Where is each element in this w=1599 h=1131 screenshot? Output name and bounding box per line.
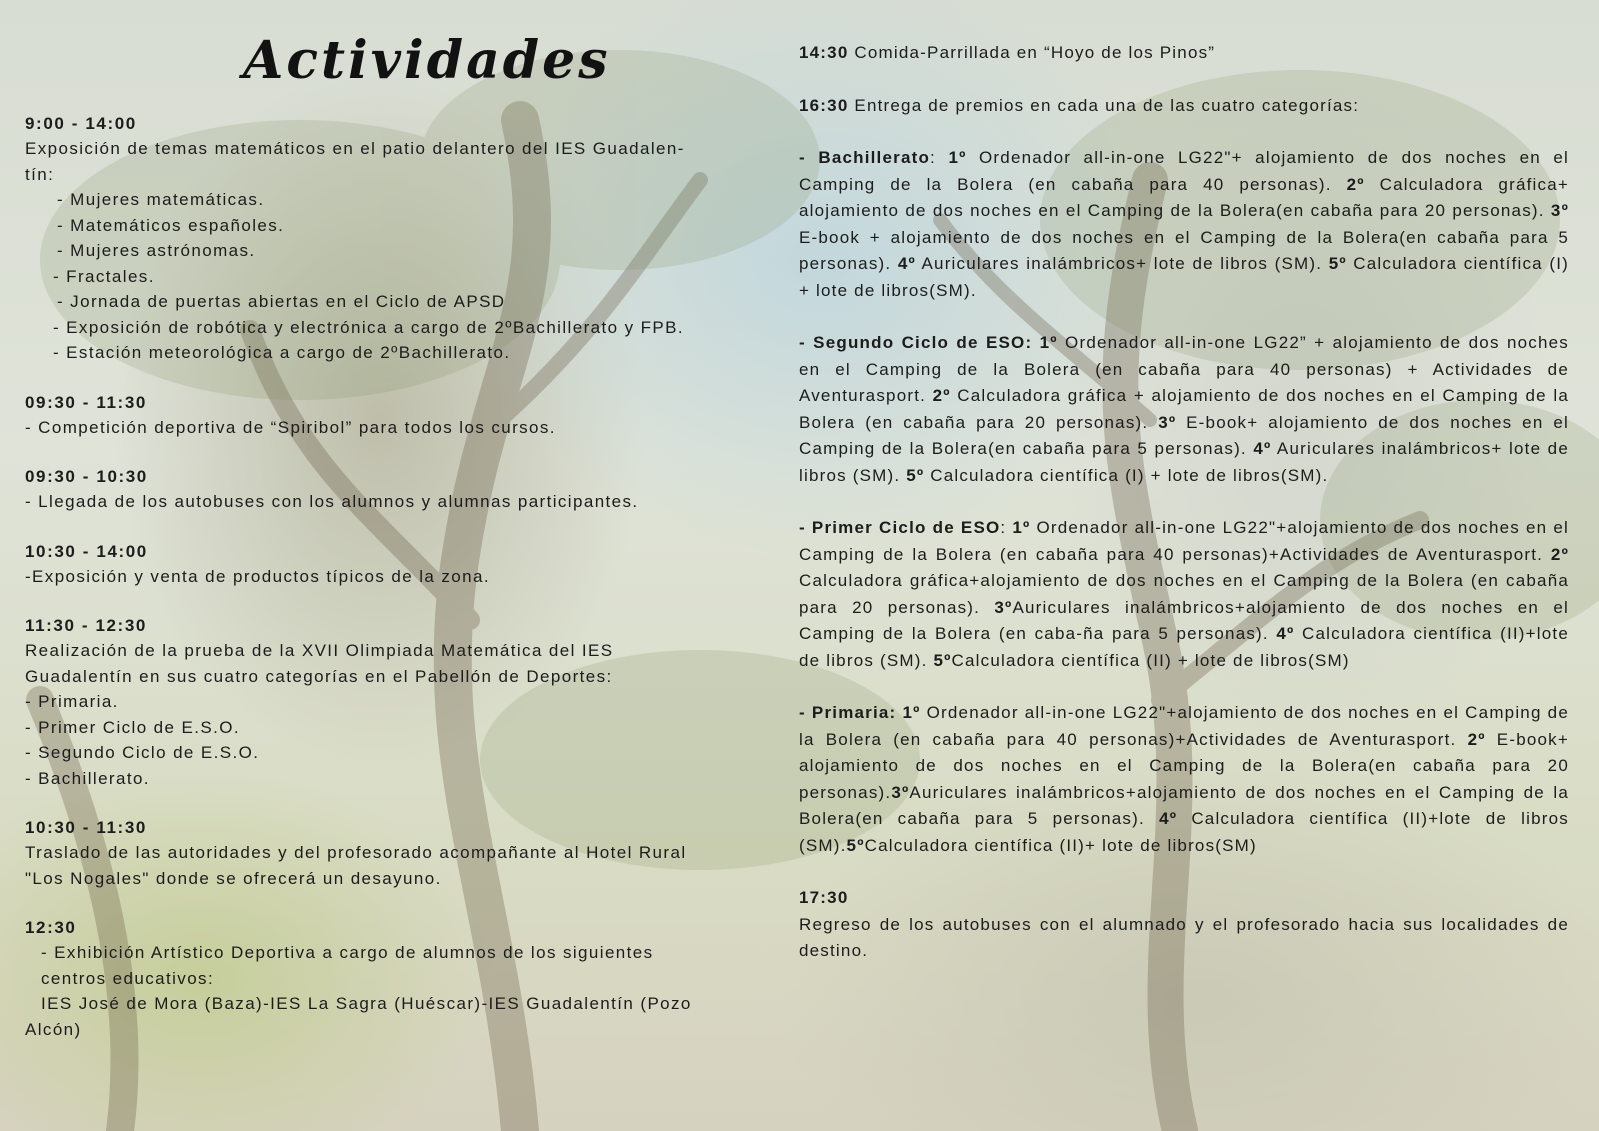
- right-column: [799, 40, 1569, 991]
- schedule-block-1230: [25, 915, 775, 1042]
- text-segment: Auriculares inalámbricos+alojamiento de dos noches en el Camping de la Bolera (en caba-ña para 5 personas).: [799, 597, 1569, 643]
- prize-rank: 5º: [906, 465, 925, 485]
- prize-rank: 5º: [846, 835, 865, 855]
- text-line: "Los Nogales" donde se ofrecerá un desayuno.: [25, 868, 442, 888]
- text-segment: E-book + alojamiento de dos noches en el Camping de la Bolera(en cabaña para 5 personas).: [799, 227, 1569, 273]
- text-line: IES José de Mora (Baza)-IES La Sagra (Huéscar)-IES Guadalentín (Pozo: [41, 994, 692, 1013]
- text-segment: Calculadora gráfica+ alojamiento de dos noches en el Camping de la Bolera(en cabaña para 20 personas).: [799, 174, 1569, 220]
- time-label: 16:30: [799, 95, 849, 115]
- list-item: - Matemáticos españoles.: [57, 215, 285, 235]
- text-line: Regreso de los autobuses con el alumnado y el profesorado hacia sus localidades de destino.: [799, 914, 1569, 960]
- list-item: - Bachillerato.: [25, 768, 150, 788]
- prize-rank: 2º: [932, 386, 951, 405]
- time-label: 9:00 - 14:00: [25, 114, 137, 133]
- text-segment: Calculadora científica (I) + lote de libros(SM).: [924, 465, 1329, 485]
- list-item: - Exposición de robótica y electrónica a cargo de 2ºBachillerato y FPB.: [53, 317, 684, 337]
- text-line: Entrega de premios en cada una de las cuatro categorías:: [848, 95, 1360, 115]
- prize-rank: 3º: [891, 782, 910, 802]
- text-segment: [1032, 333, 1039, 352]
- prize-rank: 2º: [1550, 544, 1569, 564]
- prize-rank: 4º: [897, 254, 916, 273]
- prize-rank: 3º: [1158, 412, 1177, 432]
- text-segment: Calculadora científica (II) + lote de libros(SM): [951, 650, 1350, 670]
- list-item: - Fractales.: [53, 266, 155, 286]
- text-segment: Auriculares inalámbricos+ lote de libros (SM).: [799, 439, 1569, 485]
- text-segment: Calculadora gráfica+alojamiento de dos noches en el Camping de la Bolera (en cabaña para 20 personas).: [799, 571, 1569, 617]
- category-label: - Bachillerato: [799, 148, 931, 167]
- text-line: Exposición de temas matemáticos en el patio delantero del IES Guadalen-: [25, 139, 685, 158]
- schedule-block-0900: [25, 111, 775, 366]
- time-label: 14:30: [799, 43, 849, 62]
- category-label: - Segundo Ciclo de ESO:: [799, 333, 1033, 352]
- time-label: 10:30 - 11:30: [25, 818, 147, 837]
- text-line: Alcón): [25, 1019, 82, 1039]
- prize-primer-ciclo-eso: [799, 515, 1569, 674]
- time-label: 17:30: [799, 888, 849, 907]
- prize-segundo-ciclo-eso: [799, 330, 1569, 489]
- text-line: Realización de la prueba de la XVII Olimpiada Matemática del IES: [25, 641, 614, 660]
- time-label: 09:30 - 11:30: [25, 392, 147, 412]
- text-segment: Calculadora científica (II)+lote de libros (SM).: [799, 809, 1569, 855]
- schedule-block-0930-1030: [25, 464, 775, 515]
- schedule-block-1030-1130: [25, 815, 775, 891]
- prize-rank: 2º: [1346, 174, 1365, 194]
- text-line: - Competición deportiva de “Spiribol” para todos los cursos.: [25, 417, 556, 437]
- text-segment: Auriculares inalámbricos+ lote de libros (SM).: [915, 254, 1329, 273]
- text-segment: :: [1000, 518, 1013, 537]
- schedule-1430: [799, 40, 1569, 67]
- prize-rank: 2º: [1467, 729, 1486, 749]
- list-item: - Estación meteorológica a cargo de 2ºBachillerato.: [53, 343, 511, 362]
- list-item: - Mujeres matemáticas.: [57, 190, 265, 209]
- text-segment: :: [930, 148, 949, 167]
- list-item: - Primaria.: [25, 692, 119, 711]
- list-item: - Primer Ciclo de E.S.O.: [25, 717, 240, 737]
- text-line: -Exposición y venta de productos típicos de la zona.: [25, 566, 490, 586]
- left-column: [25, 30, 775, 1066]
- schedule-1730: [799, 885, 1569, 965]
- list-item: - Mujeres astrónomas.: [57, 241, 256, 260]
- text-line: Guadalentín en sus cuatro categorías en el Pabellón de Deportes:: [25, 666, 613, 686]
- list-item: - Segundo Ciclo de E.S.O.: [25, 743, 260, 762]
- text-line: Comida-Parrillada en “Hoyo de los Pinos”: [848, 43, 1216, 62]
- text-segment: Calculadora científica (II)+ lote de libros(SM): [864, 835, 1257, 855]
- prize-rank: 1º: [1012, 518, 1031, 537]
- text-segment: Ordenador all-in-one LG22"+alojamiento de dos noches en el Camping de la Bolera (en cabaña para 40 personas)+Actividades de Aventurasport.: [799, 518, 1569, 564]
- prize-rank: 5º: [1328, 254, 1347, 273]
- prize-rank: 4º: [1276, 624, 1295, 643]
- text-segment: Ordenador all-in-one LG22"+ alojamiento de dos noches en el Camping de la Bolera (en cabaña para 40 personas).: [799, 148, 1569, 194]
- text-segment: Ordenador all-in-one LG22"+alojamiento de dos noches en el Camping de la Bolera (en cabaña para 40 personas)+Actividades de Aventurasport.: [799, 703, 1569, 749]
- prize-rank: 4º: [1253, 439, 1272, 458]
- time-label: 09:30 - 10:30: [25, 467, 148, 486]
- list-item: - Jornada de puertas abiertas en el Ciclo de APSD: [57, 292, 506, 311]
- prize-rank: 4º: [1159, 809, 1178, 828]
- prize-rank: 1º: [902, 703, 921, 722]
- text-line: - Llegada de los autobuses con los alumnos y alumnas participantes.: [25, 492, 639, 511]
- schedule-block-0930-1130: [25, 390, 775, 441]
- prize-rank: 5º: [933, 650, 952, 670]
- schedule-block-1030-1400: [25, 539, 775, 590]
- schedule-block-1130-1230: [25, 613, 775, 791]
- prize-primaria: [799, 700, 1569, 859]
- prize-bachillerato: [799, 145, 1569, 304]
- prize-rank: 1º: [948, 148, 967, 167]
- text-segment: Calculadora científica (I) + lote de libros(SM).: [799, 254, 1569, 300]
- text-line: - Exhibición Artístico Deportiva a cargo de alumnos de los siguientes: [41, 943, 654, 962]
- text-segment: Calculadora gráfica + alojamiento de dos noches en el Camping de la Bolera (en cabaña para 20 personas).: [799, 386, 1569, 432]
- text-line: tín:: [25, 164, 55, 184]
- text-line: Traslado de las autoridades y del profesorado acompañante al Hotel Rural: [25, 843, 687, 862]
- category-label: - Primer Ciclo de ESO: [799, 518, 1001, 537]
- text-segment: Auriculares inalámbricos+alojamiento de dos noches en el Camping de la Bolera(en cabaña para 5 personas).: [799, 782, 1569, 828]
- prize-rank: 1º: [1039, 333, 1058, 352]
- time-label: 11:30 - 12:30: [25, 616, 147, 635]
- text-segment: Ordenador all-in-one LG22” + alojamiento de dos noches en el Camping de la Bolera (en cabaña para 40 personas) + Actividades de Aventurasport.: [799, 333, 1569, 405]
- text-segment: Calculadora científica (II)+lote de libros (SM).: [799, 624, 1570, 670]
- time-label: 12:30: [25, 918, 77, 937]
- category-label: - Primaria:: [799, 703, 897, 722]
- page-title: Actividades: [243, 30, 611, 91]
- text-line: centros educativos:: [41, 968, 215, 988]
- text-segment: E-book+ alojamiento de dos noches en el Camping de la Bolera(en cabaña para 20 personas).: [799, 729, 1569, 802]
- schedule-1630: [799, 93, 1569, 120]
- time-label: 10:30 - 14:00: [25, 541, 148, 561]
- prize-rank: 3º: [1550, 201, 1569, 220]
- text-segment: E-book+ alojamiento de dos noches en el Camping de la Bolera(en cabaña para 5 personas).: [799, 412, 1569, 458]
- prize-rank: 3º: [994, 597, 1013, 617]
